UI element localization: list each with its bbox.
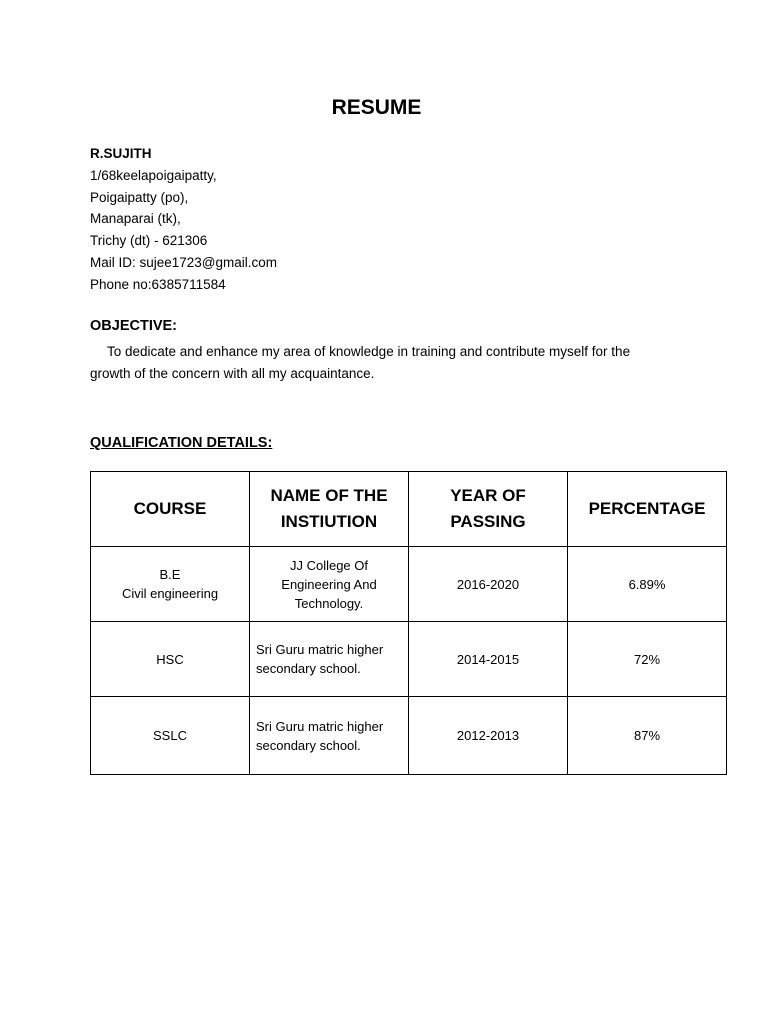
course-cell: SSLC: [91, 697, 250, 775]
institution-cell: Sri Guru matric higher secondary school.: [250, 697, 409, 775]
objective-text: [90, 341, 670, 385]
year-cell: 2016-2020: [409, 547, 568, 622]
column-header-institution: NAME OF THE INSTIUTION: [250, 472, 409, 547]
address-line: Manaparai (tk),: [90, 211, 181, 227]
qualification-table: [90, 471, 727, 775]
column-header-course: COURSE: [91, 472, 250, 547]
course-cell: HSC: [91, 622, 250, 697]
percentage-cell: 87%: [568, 697, 727, 775]
percentage-cell: 72%: [568, 622, 727, 697]
table-header-row: [91, 472, 727, 547]
year-cell: 2014-2015: [409, 622, 568, 697]
table-row: [91, 547, 727, 622]
email-text: Mail ID: sujee1723@gmail.com: [90, 254, 278, 270]
objective-heading: OBJECTIVE:: [90, 318, 178, 334]
contact-block: [90, 143, 277, 296]
applicant-name: R.SUJITH: [90, 146, 152, 161]
institution-cell: JJ College Of Engineering And Technology.: [250, 547, 409, 622]
objective-body: To dedicate and enhance my area of knowledge in training and contribute myself for the growth of the concern with all my acquaintance.: [90, 344, 631, 381]
course-cell: B.E Civil engineering: [91, 547, 250, 622]
year-cell: 2012-2013: [409, 697, 568, 775]
column-header-percentage: PERCENTAGE: [568, 472, 727, 547]
phone-text: Phone no:6385711584: [90, 276, 226, 292]
table-row: [91, 622, 727, 697]
institution-cell: Sri Guru matric higher secondary school.: [250, 622, 409, 697]
address-line: 1/68keelapoigaipatty,: [90, 167, 217, 183]
qualification-heading: QUALIFICATION DETAILS:: [90, 435, 273, 451]
address-line: Poigaipatty (po),: [90, 189, 189, 205]
address-line: Trichy (dt) - 621306: [90, 233, 208, 249]
percentage-cell: 6.89%: [568, 547, 727, 622]
page-title: RESUME: [331, 96, 422, 119]
column-header-year: YEAR OF PASSING: [409, 472, 568, 547]
table-row: [91, 697, 727, 775]
